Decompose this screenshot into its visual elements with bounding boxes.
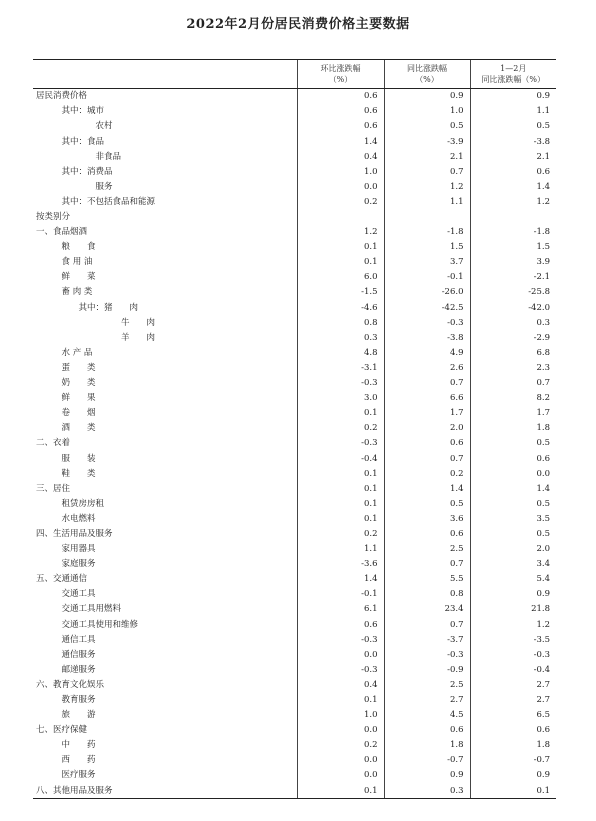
cell-ytd: -3.8 (470, 134, 556, 149)
table-row (33, 632, 556, 647)
table-row (33, 164, 556, 179)
row-label: 其中：猪 肉 (78, 302, 139, 313)
cell-yoy: 1.8 (384, 738, 470, 753)
row-label: 其中：消费品 (61, 166, 113, 177)
table-row (33, 723, 556, 738)
table-row (33, 361, 556, 376)
cell-ytd: 0.9 (470, 768, 556, 783)
cell-yoy: 1.4 (384, 481, 470, 496)
cell-ytd: -0.3 (470, 647, 556, 662)
cell-yoy: 5.5 (384, 572, 470, 587)
row-label: 羊 肉 (121, 332, 156, 343)
cell-yoy: 0.6 (384, 527, 470, 542)
header-ytd: 1—2月 同比涨跌幅（%） (470, 60, 556, 89)
row-label: 六、教育文化娱乐 (36, 679, 105, 690)
table-row (33, 346, 556, 361)
row-label: 四、生活用品及服务 (36, 528, 113, 539)
cell-ytd: 1.4 (470, 481, 556, 496)
cell-mom: -0.3 (297, 632, 384, 647)
cell-yoy: -0.3 (384, 647, 470, 662)
cell-yoy: 4.5 (384, 708, 470, 723)
cell-ytd: 1.2 (470, 195, 556, 210)
cell-yoy: -0.1 (384, 270, 470, 285)
table-row (33, 285, 556, 300)
cell-mom: -0.3 (297, 436, 384, 451)
cell-ytd: 3.4 (470, 557, 556, 572)
cell-mom: 0.2 (297, 527, 384, 542)
table-row (33, 210, 556, 225)
cell-ytd: 3.5 (470, 512, 556, 527)
cell-ytd: 2.3 (470, 361, 556, 376)
table-row (33, 331, 556, 346)
row-label: 牛 肉 (121, 317, 156, 328)
row-label: 服务 (95, 181, 113, 192)
table-row (33, 587, 556, 602)
table-row (33, 663, 556, 678)
table-row (33, 180, 556, 195)
cell-ytd: -42.0 (470, 300, 556, 315)
row-label: 酒 类 (61, 423, 96, 434)
cell-ytd: 0.5 (470, 436, 556, 451)
cell-mom: 1.1 (297, 542, 384, 557)
cell-mom: -3.6 (297, 557, 384, 572)
cell-yoy: -3.8 (384, 331, 470, 346)
table-row (33, 738, 556, 753)
cell-mom: -0.1 (297, 587, 384, 602)
cell-ytd: -0.4 (470, 663, 556, 678)
cell-ytd: 1.8 (470, 738, 556, 753)
cell-mom: 1.4 (297, 572, 384, 587)
cell-yoy: 1.2 (384, 180, 470, 195)
table-row (33, 481, 556, 496)
table-body (33, 89, 556, 799)
table-row (33, 436, 556, 451)
cell-yoy: -42.5 (384, 300, 470, 315)
row-label: 医疗服务 (61, 770, 96, 781)
table-row (33, 693, 556, 708)
cell-mom: 0.1 (297, 240, 384, 255)
cell-ytd: 0.6 (470, 451, 556, 466)
cell-ytd: 1.8 (470, 421, 556, 436)
cell-yoy: 0.6 (384, 436, 470, 451)
cell-mom: 0.1 (297, 497, 384, 512)
cell-ytd: 6.5 (470, 708, 556, 723)
cell-ytd: 0.3 (470, 315, 556, 330)
row-label: 粮 食 (61, 242, 96, 253)
cell-yoy: 0.8 (384, 587, 470, 602)
cell-mom: 0.8 (297, 315, 384, 330)
cell-ytd: 2.1 (470, 149, 556, 164)
cell-yoy: 1.0 (384, 104, 470, 119)
row-label: 交通工具用燃料 (61, 604, 122, 615)
row-label: 家用器具 (61, 544, 96, 555)
row-label: 八、其他用品及服务 (33, 783, 297, 799)
cell-yoy: 0.5 (384, 119, 470, 134)
cell-mom: 0.1 (297, 255, 384, 270)
cell-mom: 1.4 (297, 134, 384, 149)
row-label: 五、交通通信 (36, 574, 88, 585)
cell-yoy: 23.4 (384, 602, 470, 617)
table-row (33, 753, 556, 768)
row-label: 中 药 (61, 740, 96, 751)
cell-mom: 1.0 (297, 164, 384, 179)
cell-ytd: 1.5 (470, 240, 556, 255)
cell-yoy: 6.6 (384, 391, 470, 406)
cell-ytd: 0.1 (470, 783, 556, 799)
cell-yoy: -1.8 (384, 225, 470, 240)
cell-mom: 6.0 (297, 270, 384, 285)
table-row (33, 255, 556, 270)
cell-yoy: 1.1 (384, 195, 470, 210)
cell-ytd: 0.7 (470, 376, 556, 391)
cell-yoy: 0.6 (384, 723, 470, 738)
cpi-table (33, 59, 556, 799)
cell-yoy: 0.7 (384, 376, 470, 391)
cell-ytd: 1.7 (470, 406, 556, 421)
cell-mom: 0.6 (297, 89, 384, 105)
header-mom: 环比涨跌幅 （%） (297, 60, 384, 89)
cell-yoy: 2.1 (384, 149, 470, 164)
cell-yoy: 0.7 (384, 164, 470, 179)
row-label: 食 用 油 (61, 257, 93, 268)
cell-yoy: 2.6 (384, 361, 470, 376)
cell-mom: -1.5 (297, 285, 384, 300)
table-row (33, 647, 556, 662)
cell-mom: 0.0 (297, 768, 384, 783)
cell-ytd: 2.7 (470, 678, 556, 693)
row-label: 鲜 果 (61, 393, 96, 404)
cell-ytd: 0.6 (470, 723, 556, 738)
cell-ytd: -3.5 (470, 632, 556, 647)
cell-mom: -0.3 (297, 663, 384, 678)
row-label: 其中：城市 (61, 106, 105, 117)
cell-yoy: 0.9 (384, 89, 470, 105)
cell-mom: 1.0 (297, 708, 384, 723)
cell-mom: 4.8 (297, 346, 384, 361)
cell-ytd: 0.5 (470, 497, 556, 512)
cell-yoy: 0.7 (384, 617, 470, 632)
cell-yoy: 0.7 (384, 451, 470, 466)
table-row (33, 708, 556, 723)
row-label: 西 药 (61, 755, 96, 766)
row-label: 非食品 (95, 151, 122, 162)
cell-mom: 0.1 (297, 406, 384, 421)
cell-mom: 0.6 (297, 104, 384, 119)
row-label: 农村 (95, 121, 113, 132)
row-label: 服 装 (61, 453, 96, 464)
cell-mom: 0.4 (297, 678, 384, 693)
cell-ytd: 2.7 (470, 693, 556, 708)
cell-mom: 0.2 (297, 421, 384, 436)
cell-ytd: 1.4 (470, 180, 556, 195)
cell-mom: -4.6 (297, 300, 384, 315)
table-row (33, 195, 556, 210)
row-label: 二、衣着 (36, 438, 71, 449)
row-label: 按类别分 (36, 212, 71, 222)
cell-mom: 0.0 (297, 723, 384, 738)
cell-mom: -3.1 (297, 361, 384, 376)
cell-ytd: -1.8 (470, 225, 556, 240)
cell-mom: -0.4 (297, 451, 384, 466)
row-label: 教育服务 (61, 695, 96, 705)
cell-mom: 0.4 (297, 149, 384, 164)
cell-yoy: -3.9 (384, 134, 470, 149)
row-label: 卷 烟 (61, 408, 96, 419)
cell-yoy: -26.0 (384, 285, 470, 300)
table-row (33, 572, 556, 587)
row-label: 奶 类 (61, 378, 96, 389)
row-label: 居民消费价格 (36, 91, 88, 102)
cell-yoy: 2.7 (384, 693, 470, 708)
cell-yoy: 2.5 (384, 542, 470, 557)
cell-ytd: -2.1 (470, 270, 556, 285)
cell-ytd: 0.6 (470, 164, 556, 179)
row-label: 家庭服务 (61, 559, 96, 570)
cell-ytd: -2.9 (470, 331, 556, 346)
cell-ytd: 1.2 (470, 617, 556, 632)
cell-yoy: 2.5 (384, 678, 470, 693)
table-row (33, 89, 556, 105)
cell-ytd: 1.1 (470, 104, 556, 119)
table-row (33, 557, 556, 572)
cell-mom: 0.1 (297, 512, 384, 527)
row-label: 其中：食品 (61, 136, 105, 147)
cell-yoy: -3.7 (384, 632, 470, 647)
cell-ytd: 21.8 (470, 602, 556, 617)
row-label: 水电燃料 (61, 513, 96, 524)
cell-yoy: 1.5 (384, 240, 470, 255)
table-row (33, 768, 556, 783)
table-row (33, 527, 556, 542)
row-label: 其中：不包括食品和能源 (61, 196, 156, 207)
row-label: 通信工具 (61, 634, 96, 645)
cell-mom: 0.2 (297, 738, 384, 753)
table-row (33, 134, 556, 149)
table-row (33, 315, 556, 330)
row-label: 鲜 菜 (61, 272, 96, 283)
table-row (33, 602, 556, 617)
cell-ytd: 0.5 (470, 527, 556, 542)
cell-yoy: 0.9 (384, 768, 470, 783)
row-label: 畜 肉 类 (61, 287, 93, 298)
table-row (33, 376, 556, 391)
page-title: 2022年2月份居民消费价格主要数据 (186, 17, 410, 32)
row-label: 通信服务 (61, 649, 96, 660)
cell-mom: 0.0 (297, 753, 384, 768)
cell-mom: 3.0 (297, 391, 384, 406)
table-row (33, 270, 556, 285)
table-row (33, 466, 556, 481)
cell-yoy: -0.3 (384, 315, 470, 330)
header-item (33, 60, 297, 89)
cell-mom: 6.1 (297, 602, 384, 617)
cell-mom (297, 210, 384, 225)
cell-ytd: 3.9 (470, 255, 556, 270)
row-label: 交通工具 (61, 589, 96, 600)
cell-mom: 0.1 (297, 466, 384, 481)
cell-ytd: -0.7 (470, 753, 556, 768)
cell-ytd: 0.9 (470, 89, 556, 105)
table-row (33, 497, 556, 512)
cell-yoy: 0.3 (384, 783, 470, 799)
row-label: 一、食品烟酒 (36, 227, 88, 238)
cell-mom: 0.0 (297, 647, 384, 662)
cell-ytd: 0.0 (470, 466, 556, 481)
cell-mom: 0.6 (297, 617, 384, 632)
cell-mom: 0.1 (297, 693, 384, 708)
row-label: 七、医疗保健 (36, 725, 88, 736)
table-row (33, 149, 556, 164)
cell-ytd: 8.2 (470, 391, 556, 406)
cell-yoy: 0.5 (384, 497, 470, 512)
table-row (33, 391, 556, 406)
table-row (33, 104, 556, 119)
table-row (33, 225, 556, 240)
table-row (33, 406, 556, 421)
cell-mom: 0.1 (297, 481, 384, 496)
row-label: 鞋 类 (61, 468, 96, 479)
table-row (33, 119, 556, 134)
cell-mom: 0.3 (297, 331, 384, 346)
table-row (33, 300, 556, 315)
table-row (33, 512, 556, 527)
table-row (33, 617, 556, 632)
row-label: 三、居住 (36, 483, 71, 494)
row-label: 旅 游 (61, 710, 96, 721)
cell-mom: 0.6 (297, 119, 384, 134)
cell-yoy (384, 210, 470, 225)
table-row (33, 542, 556, 557)
cell-mom: 0.1 (297, 783, 384, 799)
cell-yoy: 1.7 (384, 406, 470, 421)
row-label: 交通工具使用和维修 (61, 619, 139, 630)
table-row (33, 240, 556, 255)
cell-ytd: -25.8 (470, 285, 556, 300)
cell-yoy: 3.6 (384, 512, 470, 527)
table-row (33, 678, 556, 693)
table-row (33, 451, 556, 466)
cell-yoy: 3.7 (384, 255, 470, 270)
cell-mom: 1.2 (297, 225, 384, 240)
cell-ytd (470, 210, 556, 225)
cell-ytd: 0.9 (470, 587, 556, 602)
row-label: 水 产 品 (61, 347, 93, 358)
table-header-row (33, 60, 556, 89)
cell-mom: -0.3 (297, 376, 384, 391)
cell-yoy: -0.7 (384, 753, 470, 768)
row-label: 蛋 类 (61, 362, 96, 373)
header-yoy: 同比涨跌幅 （%） (384, 60, 470, 89)
cell-mom: 0.2 (297, 195, 384, 210)
cell-ytd: 6.8 (470, 346, 556, 361)
table-row (33, 421, 556, 436)
table-row (33, 783, 556, 799)
cell-yoy: -0.9 (384, 663, 470, 678)
cell-ytd: 0.5 (470, 119, 556, 134)
cell-ytd: 2.0 (470, 542, 556, 557)
cell-ytd: 5.4 (470, 572, 556, 587)
cell-yoy: 0.2 (384, 466, 470, 481)
cell-mom: 0.0 (297, 180, 384, 195)
cell-yoy: 2.0 (384, 421, 470, 436)
row-label: 邮递服务 (61, 664, 96, 675)
row-label: 租赁房房租 (61, 498, 105, 509)
cell-yoy: 0.7 (384, 557, 470, 572)
cell-yoy: 4.9 (384, 346, 470, 361)
